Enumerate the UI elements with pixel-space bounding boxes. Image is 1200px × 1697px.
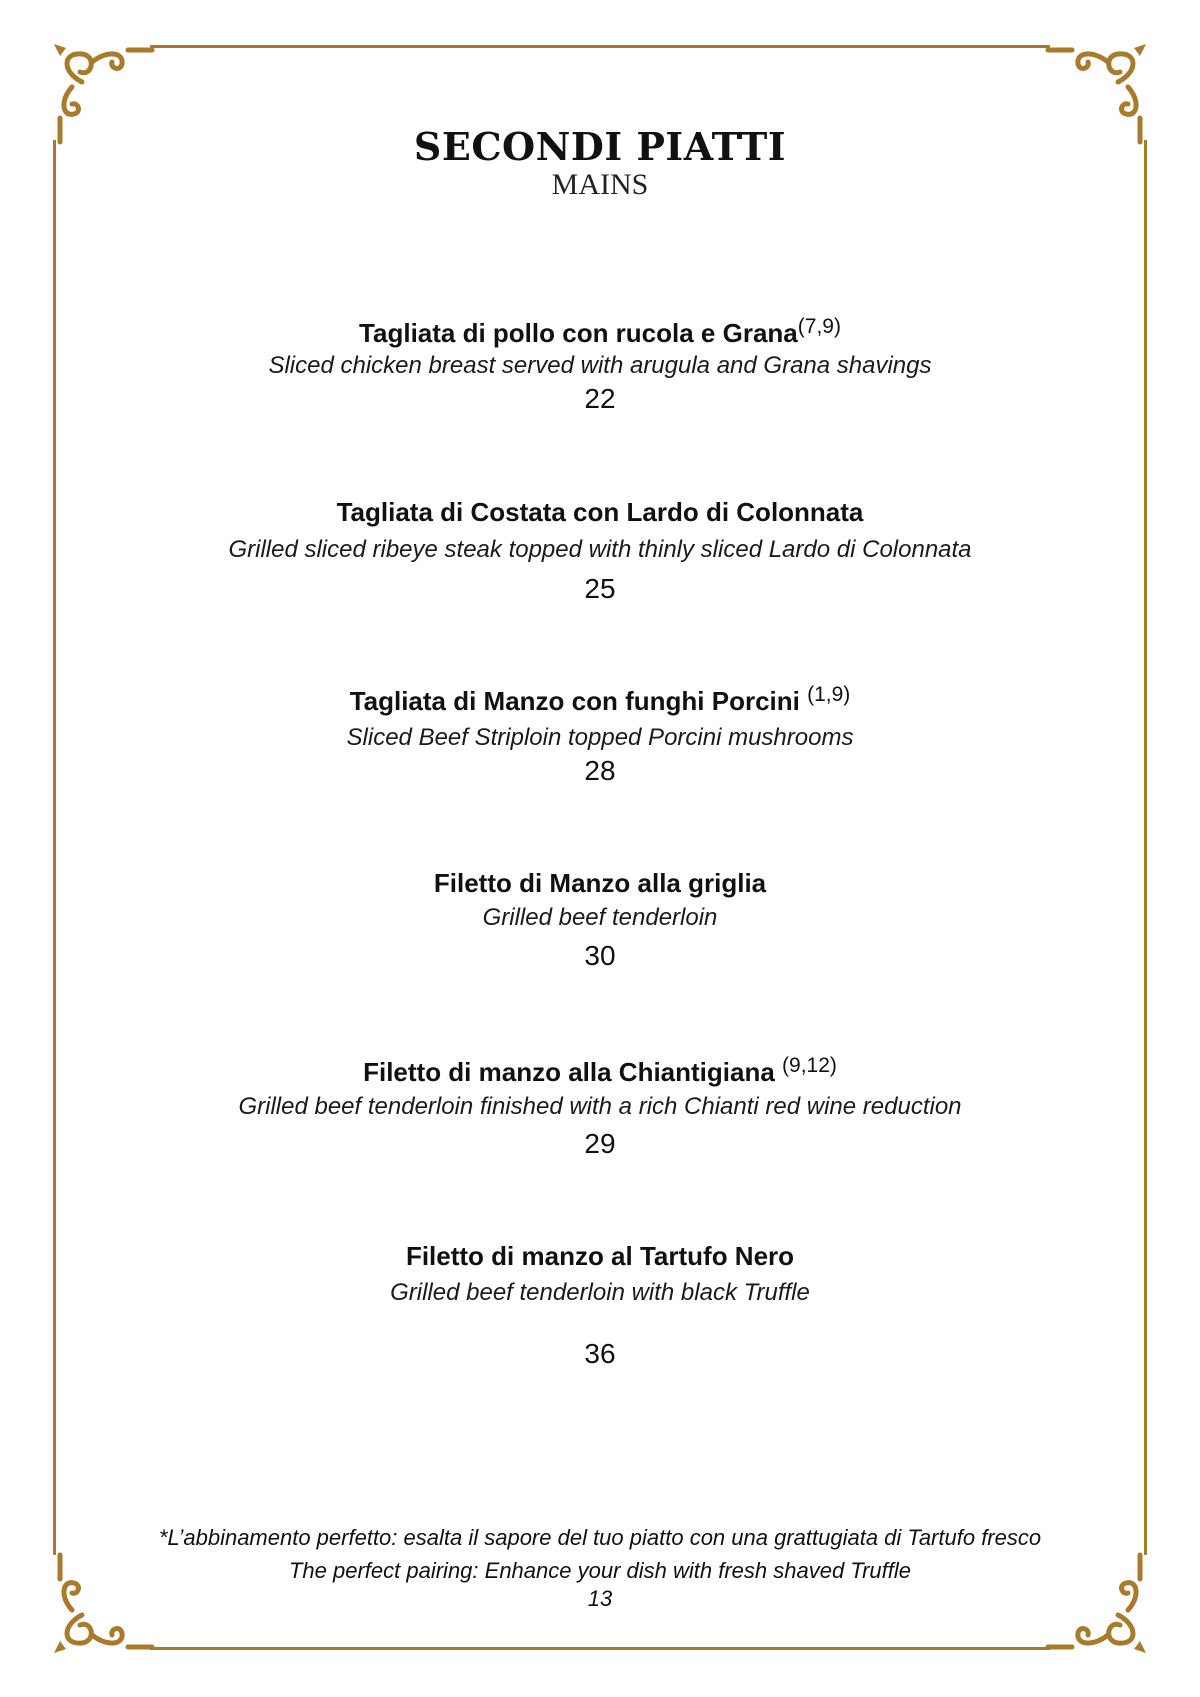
allergen-codes: (7,9) bbox=[797, 315, 841, 338]
item-description: Sliced Beef Striploin topped Porcini mushrooms bbox=[346, 724, 854, 751]
item-description: Grilled sliced ribeye steak topped with thinly sliced Lardo di Colonnata bbox=[228, 536, 972, 563]
item-name: Filetto di Manzo alla griglia bbox=[433, 868, 767, 898]
item-description: Sliced chicken breast served with arugula and Grana shavings bbox=[268, 352, 932, 379]
border-bottom bbox=[150, 1647, 1050, 1650]
item-price: 36 bbox=[584, 1338, 616, 1369]
item-price: 22 bbox=[584, 383, 616, 414]
item-name: Filetto di manzo alla Chiantigiana $^{(9,12)}$ bbox=[363, 1054, 837, 1087]
item-price: 28 bbox=[584, 755, 616, 786]
item-name: Tagliata di pollo con rucola e Grana$^{(7,9)}$ bbox=[359, 315, 841, 348]
page-subtitle: MAINS bbox=[551, 168, 649, 201]
border-top bbox=[150, 45, 1050, 48]
allergen-codes: (9,12) bbox=[782, 1054, 837, 1077]
item-description: Grilled beef tenderloin with black Truffle bbox=[390, 1279, 810, 1306]
item-name: Tagliata di Manzo con funghi Porcini $^{(1,9)}$ bbox=[349, 683, 851, 716]
item-name: Filetto di manzo al Tartufo Nero bbox=[405, 1241, 795, 1271]
allergen-codes: (1,9) bbox=[807, 683, 851, 706]
item-price: 29 bbox=[584, 1128, 616, 1159]
truffle-pairing-note-italian: *L’abbinamento perfetto: esalta il sapore del tuo piatto con una grattugiata di Tartufo fresco bbox=[158, 1525, 1042, 1550]
item-name: Tagliata di Costata con Lardo di Colonnata bbox=[336, 497, 864, 527]
item-price: 25 bbox=[584, 573, 616, 604]
truffle-pairing-note-english: The perfect pairing: Enhance your dish with fresh shaved Truffle bbox=[288, 1558, 912, 1583]
item-description: Grilled beef tenderloin bbox=[482, 904, 718, 931]
item-description: Grilled beef tenderloin finished with a rich Chianti red wine reduction bbox=[238, 1093, 962, 1120]
item-price: 30 bbox=[584, 940, 616, 971]
page-number: 13 bbox=[587, 1586, 613, 1611]
page-title: SECONDI PIATTI bbox=[413, 124, 787, 169]
